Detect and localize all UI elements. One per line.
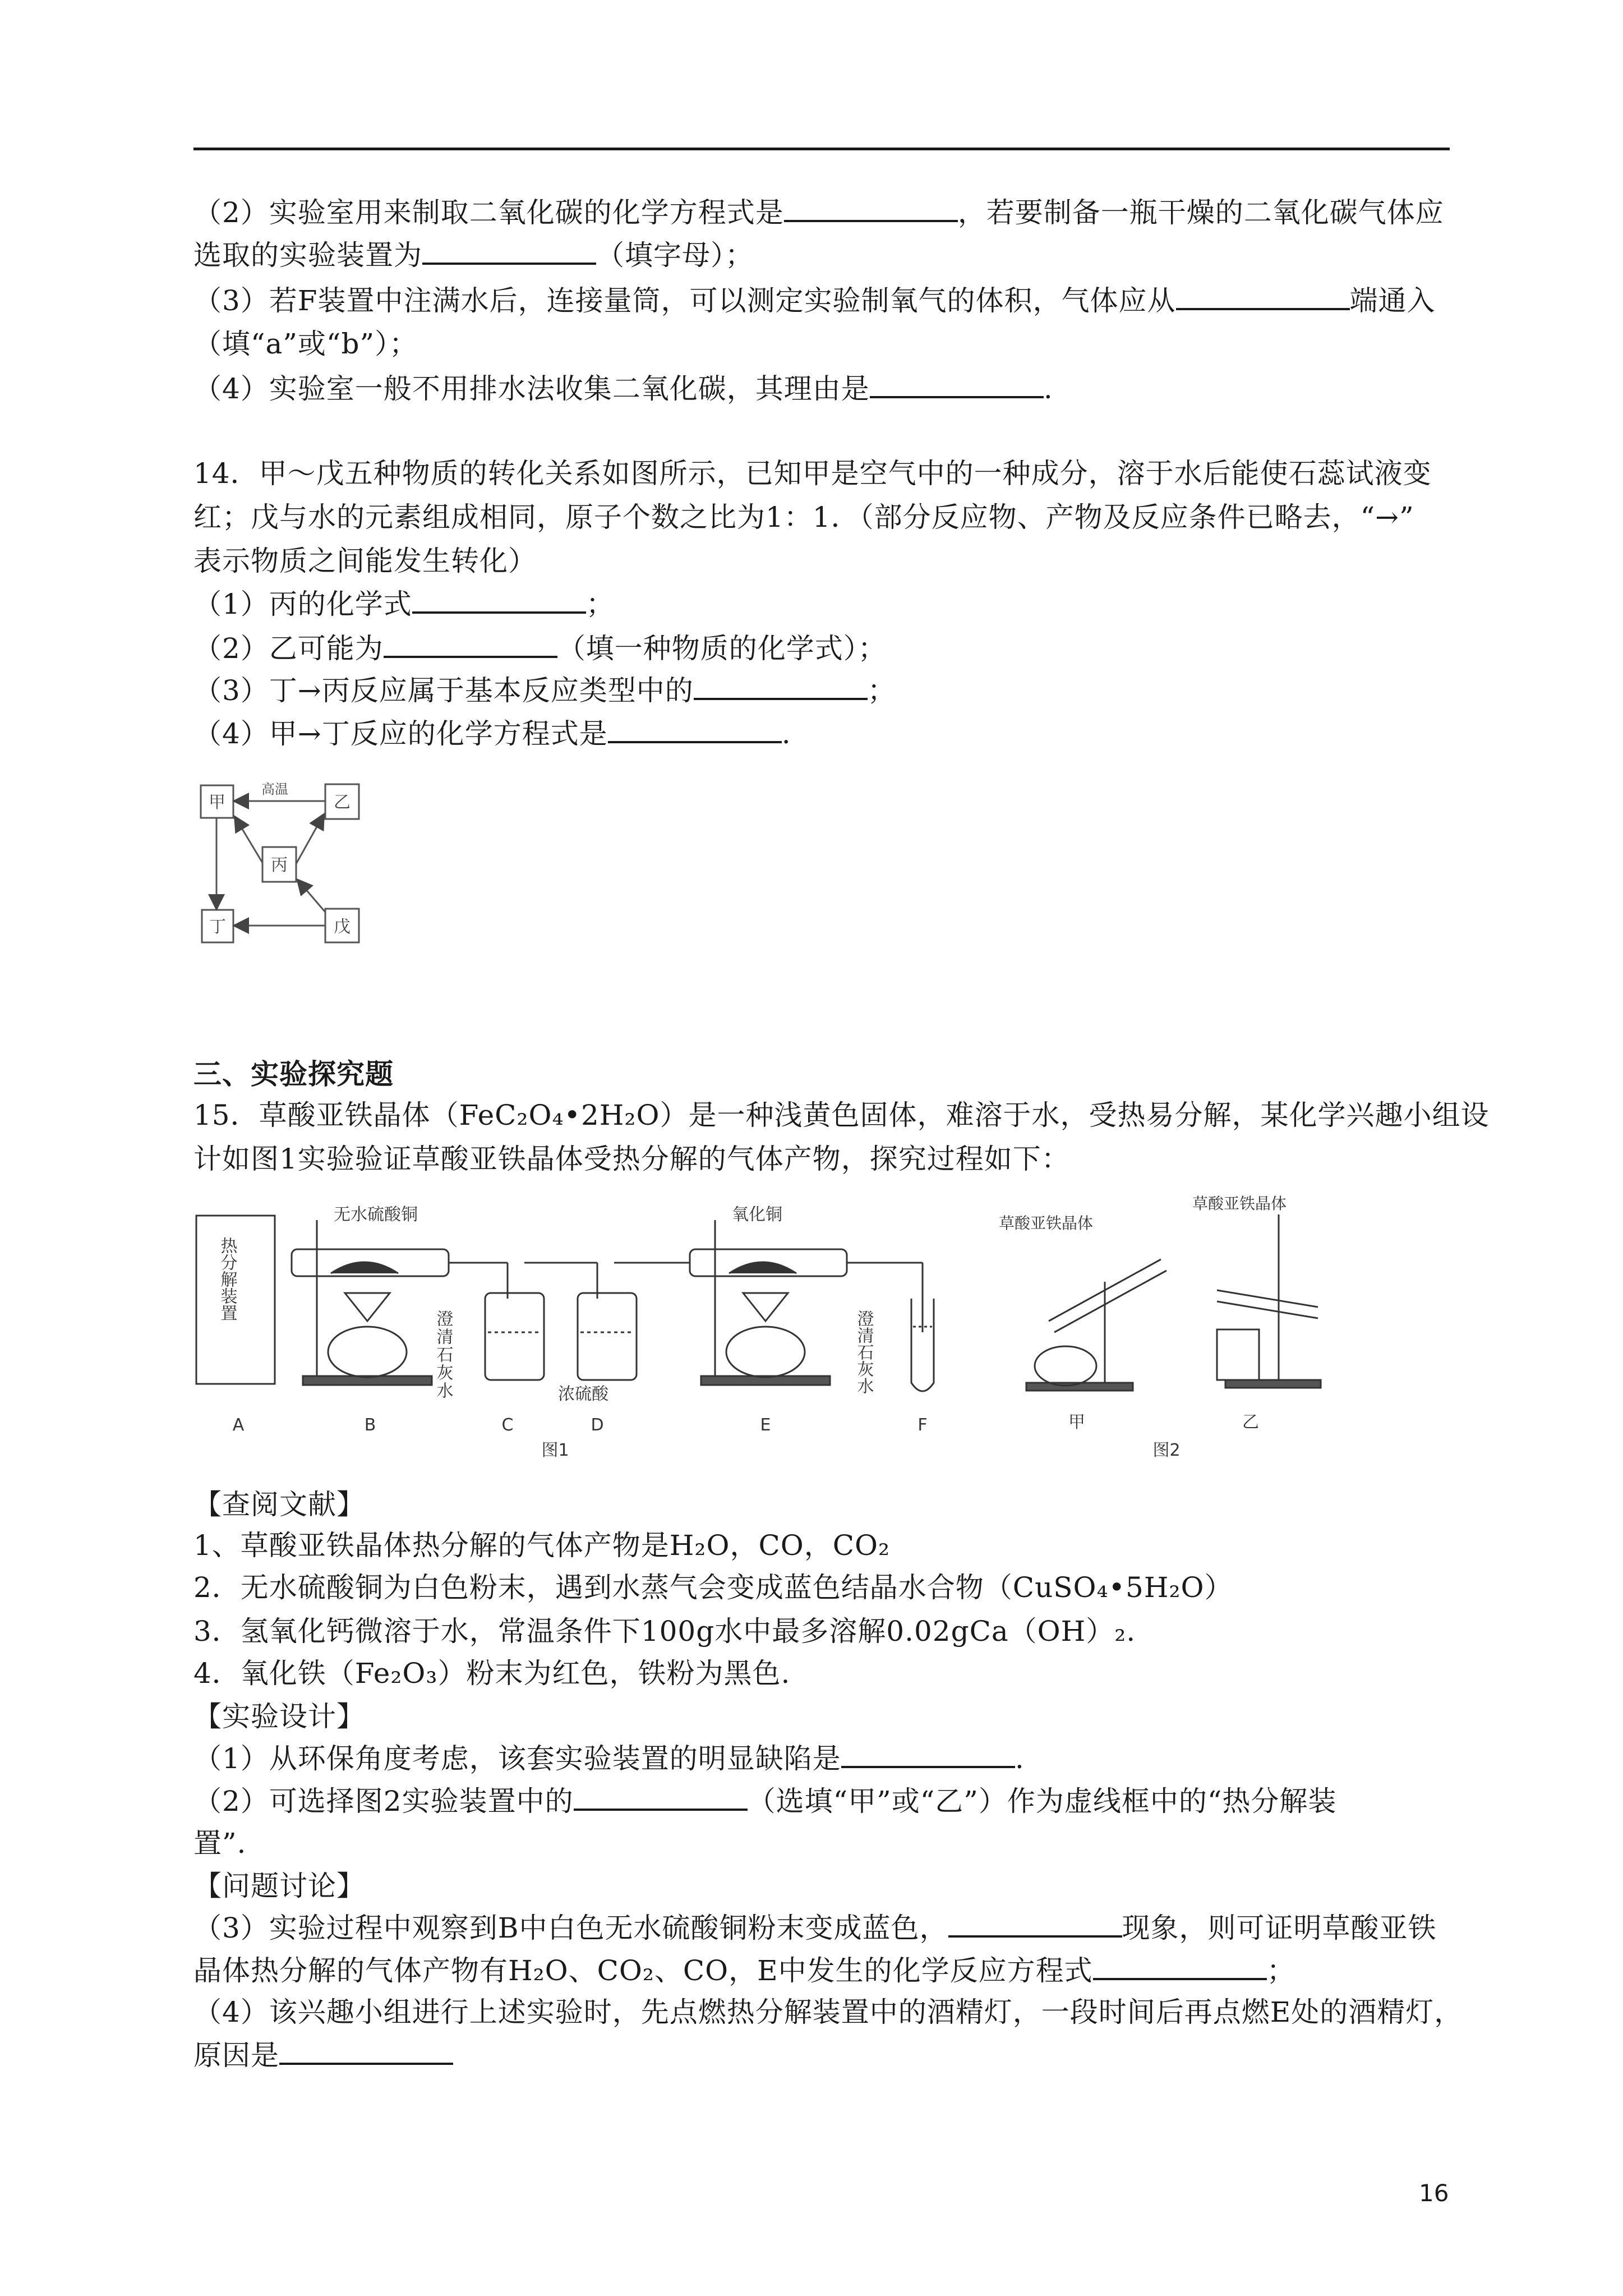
design-q2-line2: 置”. [193, 1827, 247, 1860]
lit-item-3: 3．氢氧化钙微溶于水，常温条件下100g水中最多溶解0.02gCa（OH）₂. [193, 1615, 1136, 1648]
answer-blank[interactable] [1093, 1953, 1267, 1980]
discussion-q3-line1: （3）实验过程中观察到B中白色无水硫酸铜粉末变成蓝色， 现象，则可证明草酸亚铁 [193, 1912, 1437, 1944]
discussion-heading: 【问题讨论】 [193, 1870, 365, 1902]
q14-stem-line2: 红；戊与水的元素组成相同，原子个数之比为1：1．（部分反应物、产物及反应条件已略去，“→” [193, 501, 1414, 533]
label-arrow-condition: 高温 [261, 781, 288, 797]
lit-item-1: 1、草酸亚铁晶体热分解的气体产物是H₂O，CO，CO₂ [193, 1529, 890, 1562]
figure-2-apparatus [998, 1194, 1363, 1489]
lamp-yi [1217, 1329, 1259, 1380]
q13-part3-line2: （填“a”或“b”）； [193, 328, 418, 360]
answer-blank[interactable] [1176, 283, 1350, 310]
q14-stem-line3: 表示物质之间能发生转化） [193, 545, 537, 577]
letter-e: E [760, 1415, 771, 1435]
q14-stem-line1: 14．甲～戊五种物质的转化关系如图所示，已知甲是空气中的一种成分，溶于水后能使石蕊试液变 [193, 457, 1432, 490]
letter-a: A [232, 1415, 245, 1435]
answer-blank[interactable] [279, 2038, 453, 2065]
arrow-bing-to-yi [296, 816, 323, 864]
q13-part4: （4）实验室一般不用排水法收集二氧化碳，其理由是 . [193, 372, 1053, 405]
answer-blank[interactable] [412, 587, 586, 614]
q14-sub2: （2）乙可能为 （填一种物质的化学式）； [193, 632, 887, 665]
bottle-c [485, 1293, 544, 1380]
label-ding: 丁 [209, 917, 226, 937]
letter-d: D [591, 1415, 604, 1435]
label-jia-substance: 草酸亚铁晶体 [998, 1214, 1094, 1232]
answer-blank[interactable] [384, 631, 557, 658]
label-cuo: 氧化铜 [732, 1205, 782, 1225]
label-cuso4: 无水硫酸铜 [334, 1205, 418, 1225]
page-number: 16 [1419, 2179, 1449, 2207]
bottle-d [578, 1293, 637, 1380]
answer-blank[interactable] [948, 1911, 1122, 1938]
q13-part2-line2: 选取的实验装置为 （填字母）； [193, 239, 754, 272]
lit-item-2: 2．无水硫酸铜为白色粉末，遇到水蒸气会变成蓝色结晶水合物（CuSO₄•5H₂O） [193, 1571, 1233, 1604]
answer-blank[interactable] [841, 1741, 1015, 1768]
q14-conversion-diagram [191, 763, 381, 959]
flame-b [345, 1293, 390, 1321]
discussion-q4-line1: （4）该兴趣小组进行上述实验时，先点燃热分解装置中的酒精灯，一段时间后再点燃E处的酒精灯， [193, 1996, 1463, 2028]
lamp-jia [1035, 1346, 1096, 1386]
q14-sub1: （1）丙的化学式 ； [193, 588, 615, 620]
label-bing: 丙 [271, 855, 288, 875]
label-jia: 甲 [209, 793, 225, 812]
label-yi: 乙 [1242, 1412, 1259, 1432]
letter-f: F [917, 1415, 928, 1435]
answer-blank[interactable] [422, 238, 596, 265]
q15-stem-line2: 计如图1实验验证草酸亚铁晶体受热分解的气体产物，探究过程如下： [193, 1143, 1070, 1175]
fig1-caption: 图1 [541, 1441, 569, 1460]
design-q1: （1）从环保角度考虑，该套实验装置的明显缺陷是 . [193, 1742, 1025, 1775]
letter-b: B [364, 1415, 376, 1435]
discussion-q4-line2: 原因是 [193, 2038, 453, 2072]
flame-e [743, 1293, 788, 1321]
design-heading: 【实验设计】 [193, 1700, 365, 1733]
figure-1-apparatus [193, 1198, 990, 1478]
q14-sub3: （3）丁→丙反应属于基本反应类型中的 ； [193, 674, 896, 707]
design-q2-line1: （2）可选择图2实验装置中的 （选填“甲”或“乙”）作为虚线框中的“热分解装 [193, 1785, 1337, 1818]
answer-blank[interactable] [870, 371, 1044, 398]
lit-heading: 【查阅文献】 [193, 1488, 365, 1521]
answer-blank[interactable] [784, 195, 958, 222]
label-limewater-f: 澄清石灰水 [854, 1310, 874, 1394]
answer-blank[interactable] [608, 716, 782, 743]
header-rule [193, 148, 1450, 150]
label-h2so4: 浓硫酸 [558, 1384, 608, 1404]
discussion-q3-line2: 晶体热分解的气体产物有H₂O、CO₂、CO，E中发生的化学反应方程式 ； [193, 1954, 1295, 1987]
arrow-wu-to-bing [298, 881, 325, 912]
label-limewater-c: 澄清石灰水 [433, 1310, 453, 1400]
fig2-caption: 图2 [1152, 1441, 1181, 1460]
alcohol-lamp-b [328, 1327, 407, 1377]
label-yi: 乙 [334, 793, 351, 812]
label-wu: 戊 [334, 917, 351, 937]
arrow-bing-to-jia [236, 818, 262, 863]
answer-blank[interactable] [694, 673, 868, 700]
q15-stem-line1: 15．草酸亚铁晶体（FeC₂O₄•2H₂O）是一种浅黄色固体，难溶于水，受热易分解，某化学兴趣小组设 [193, 1099, 1490, 1131]
letter-c: C [501, 1415, 514, 1435]
q13-part2-line1: （2）实验室用来制取二氧化碳的化学方程式是 ，若要制备一瓶干燥的二氧化碳气体应 [193, 196, 1444, 229]
answer-blank[interactable] [574, 1784, 748, 1811]
q14-sub4: （4）甲→丁反应的化学方程式是 . [193, 717, 791, 750]
label-jia: 甲 [1068, 1412, 1085, 1432]
section-heading: 三、实验探究题 [193, 1057, 394, 1091]
q13-part3-line1: （3）若F装置中注满水后，连接量筒，可以测定实验制氧气的体积，气体应从 端通入 [193, 284, 1436, 317]
label-yi-substance: 草酸亚铁晶体 [1192, 1194, 1287, 1213]
label-box-a: 热分解装置 [217, 1237, 237, 1321]
lit-item-4: 4．氧化铁（Fe₂O₃）粉末为红色，铁粉为黑色. [193, 1657, 791, 1690]
alcohol-lamp-e [726, 1327, 805, 1377]
